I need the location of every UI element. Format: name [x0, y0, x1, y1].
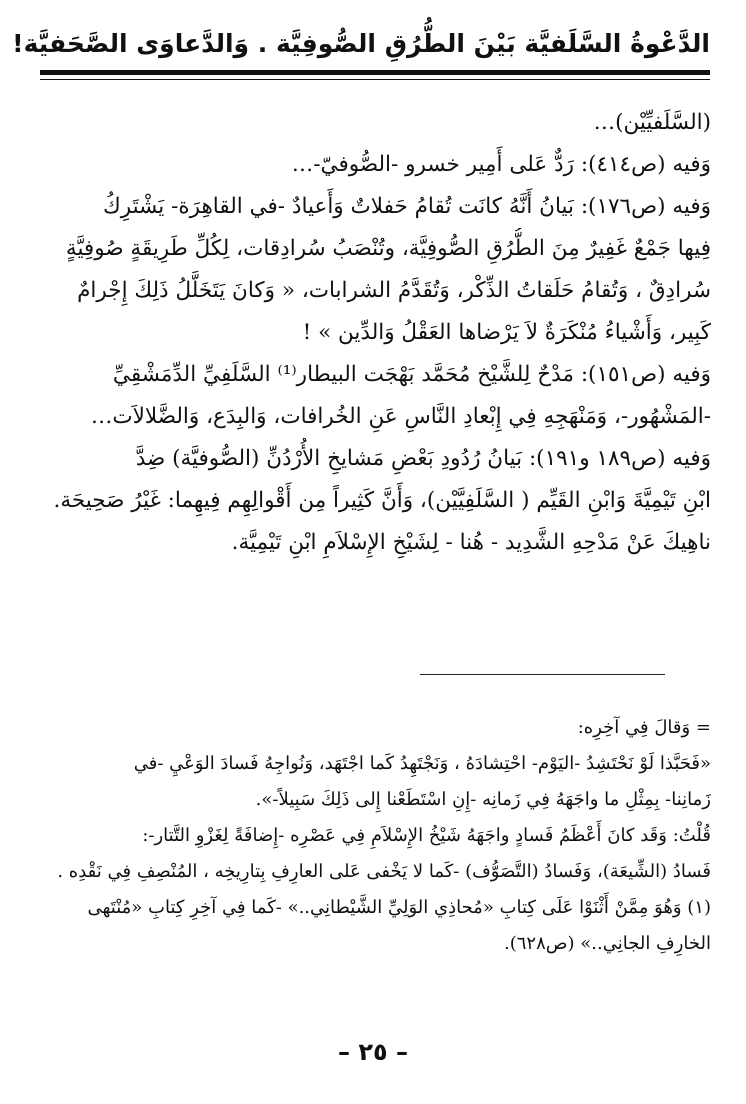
- text-line: ابْنِ تَيْمِيَّةَ وَابْنِ القَيِّم ( السَّلَفِيَّيْن)، وَأَنَّ كَثِيراً مِن أَقْوالِهِم فِيهِما: غَيْرُ صَحِيحَة.: [53, 488, 711, 513]
- text-line: سُرادِقٌ ، وَتُقامُ حَلَقاتُ الذِّكْر، وَتُقَدَّمُ الشرابات، « وَكانَ يَتَخَلَّلُ ذَلِكَ إِجْرامٌ: [77, 278, 711, 303]
- running-header: الدَّعْوةُ السَّلَفيَّة بَيْنَ الطُّرُقِ الصُّوفِيَّة . وَالدَّعاوَى الصَّحَفيَّة!: [12, 29, 710, 58]
- footnote-line: قُلْتُ: وَقَد كانَ أَعْظَمُ فَسادٍ واجَهَهُ شَيْخُ الإِسْلاَمِ فِي عَصْرِه -إِضافَةً لِغَزْوِ التَّتار-:: [142, 825, 711, 846]
- text-line: (السَّلَفيِّيْن)…: [593, 110, 711, 135]
- header-rule-thick: [40, 70, 710, 75]
- footnote-separator: [420, 674, 665, 675]
- text-line: وَفيه (ص٤١٤): رَدٌّ عَلى أَمِير خسرو -الصُّوفيّ-…: [291, 152, 711, 177]
- text-line: كَبِير، وَأَشْياءُ مُنْكَرَةٌ لاَ يَرْضاها العَقْلُ وَالدِّين » !: [302, 320, 711, 345]
- footnote-line: (١) وَهُوَ مِمَّنْ أَثْنَوْا عَلَى كِتابِ «مُحاذِي الوَلِيِّ الشَّيْطانِي..» -كَما فِي آخِرِ كِتابِ «مُنْتَهى: [87, 897, 711, 918]
- text-line: ناهِيكَ عَنْ مَدْحِهِ الشَّدِيد - هُنا - لِشَيْخِ الإِسْلاَمِ ابْنِ تَيْمِيَّة.: [231, 530, 711, 555]
- text-line: وَفيه (ص١٧٦): بَيانُ أَنَّهُ كانَت تُقامُ حَفلاتٌ وَأَعيادٌ -في القاهِرَة- يَشْتَرِكُ: [103, 194, 711, 219]
- main-text: [35, 102, 711, 564]
- footnote-line: = وَقالَ فِي آخِرِه:: [577, 717, 711, 738]
- footnote-line: الخارِفِ الجانِي..» (ص٦٢٨).: [504, 933, 711, 954]
- page-number: – ٢٥ –: [337, 1038, 408, 1066]
- footnote-line: زَمانِنا- بِمِثْلِ ما واجَهَهُ فِي زَمانِه -إِنِ اسْتَطَعْنا إِلى ذَلِكَ سَبِيلاً-».: [255, 789, 711, 810]
- footnote-line: «فَحَبَّذا لَوْ نَحْتَشِدُ -اليَوْم- احْتِشادَهُ ، وَنَجْتَهِدُ كَما اجْتَهَد، وَنُواجِهُ فَسادَ الوَعْيِ -في: [133, 753, 711, 774]
- footnotes: [35, 710, 711, 962]
- header-rule-thin: [40, 79, 710, 80]
- footnote-line: فَسادُ (الشِّيعَة)، وَفَسادُ (التَّصَوُّف) -كَما لا يَخْفى عَلى العارِفِ بِتارِيخِه ، المُنْصِفِ فِي نَقْدِه .: [57, 861, 711, 882]
- text-line: -المَشْهُور-، وَمَنْهَجِهِ فِي إِبْعادِ النَّاسِ عَنِ الخُرافات، وَالبِدَع، وَالضَّلالاَت…: [90, 404, 711, 429]
- text-line: وَفيه (ص١٨٩ و١٩١): بَيانُ رُدُودِ بَعْضِ مَشايخِ الأُرْدُنِّ (الصُّوفيَّة) ضِدَّ: [135, 446, 711, 471]
- text-line: فِيها جَمْعٌ غَفِيرٌ مِنَ الطُّرُقِ الصُّوفِيَّة، وتُنْصَبُ سُرادِقات، لِكُلِّ طَرِيقَةٍ صُوفِيَّةٍ: [65, 236, 711, 261]
- text-line: وَفيه (ص١٥١): مَدْحٌ لِلشَّيْخ مُحَمَّد بَهْجَت البيطار⁽¹⁾ السَّلَفِيِّ الدِّمَشْقِيِّ: [112, 362, 711, 387]
